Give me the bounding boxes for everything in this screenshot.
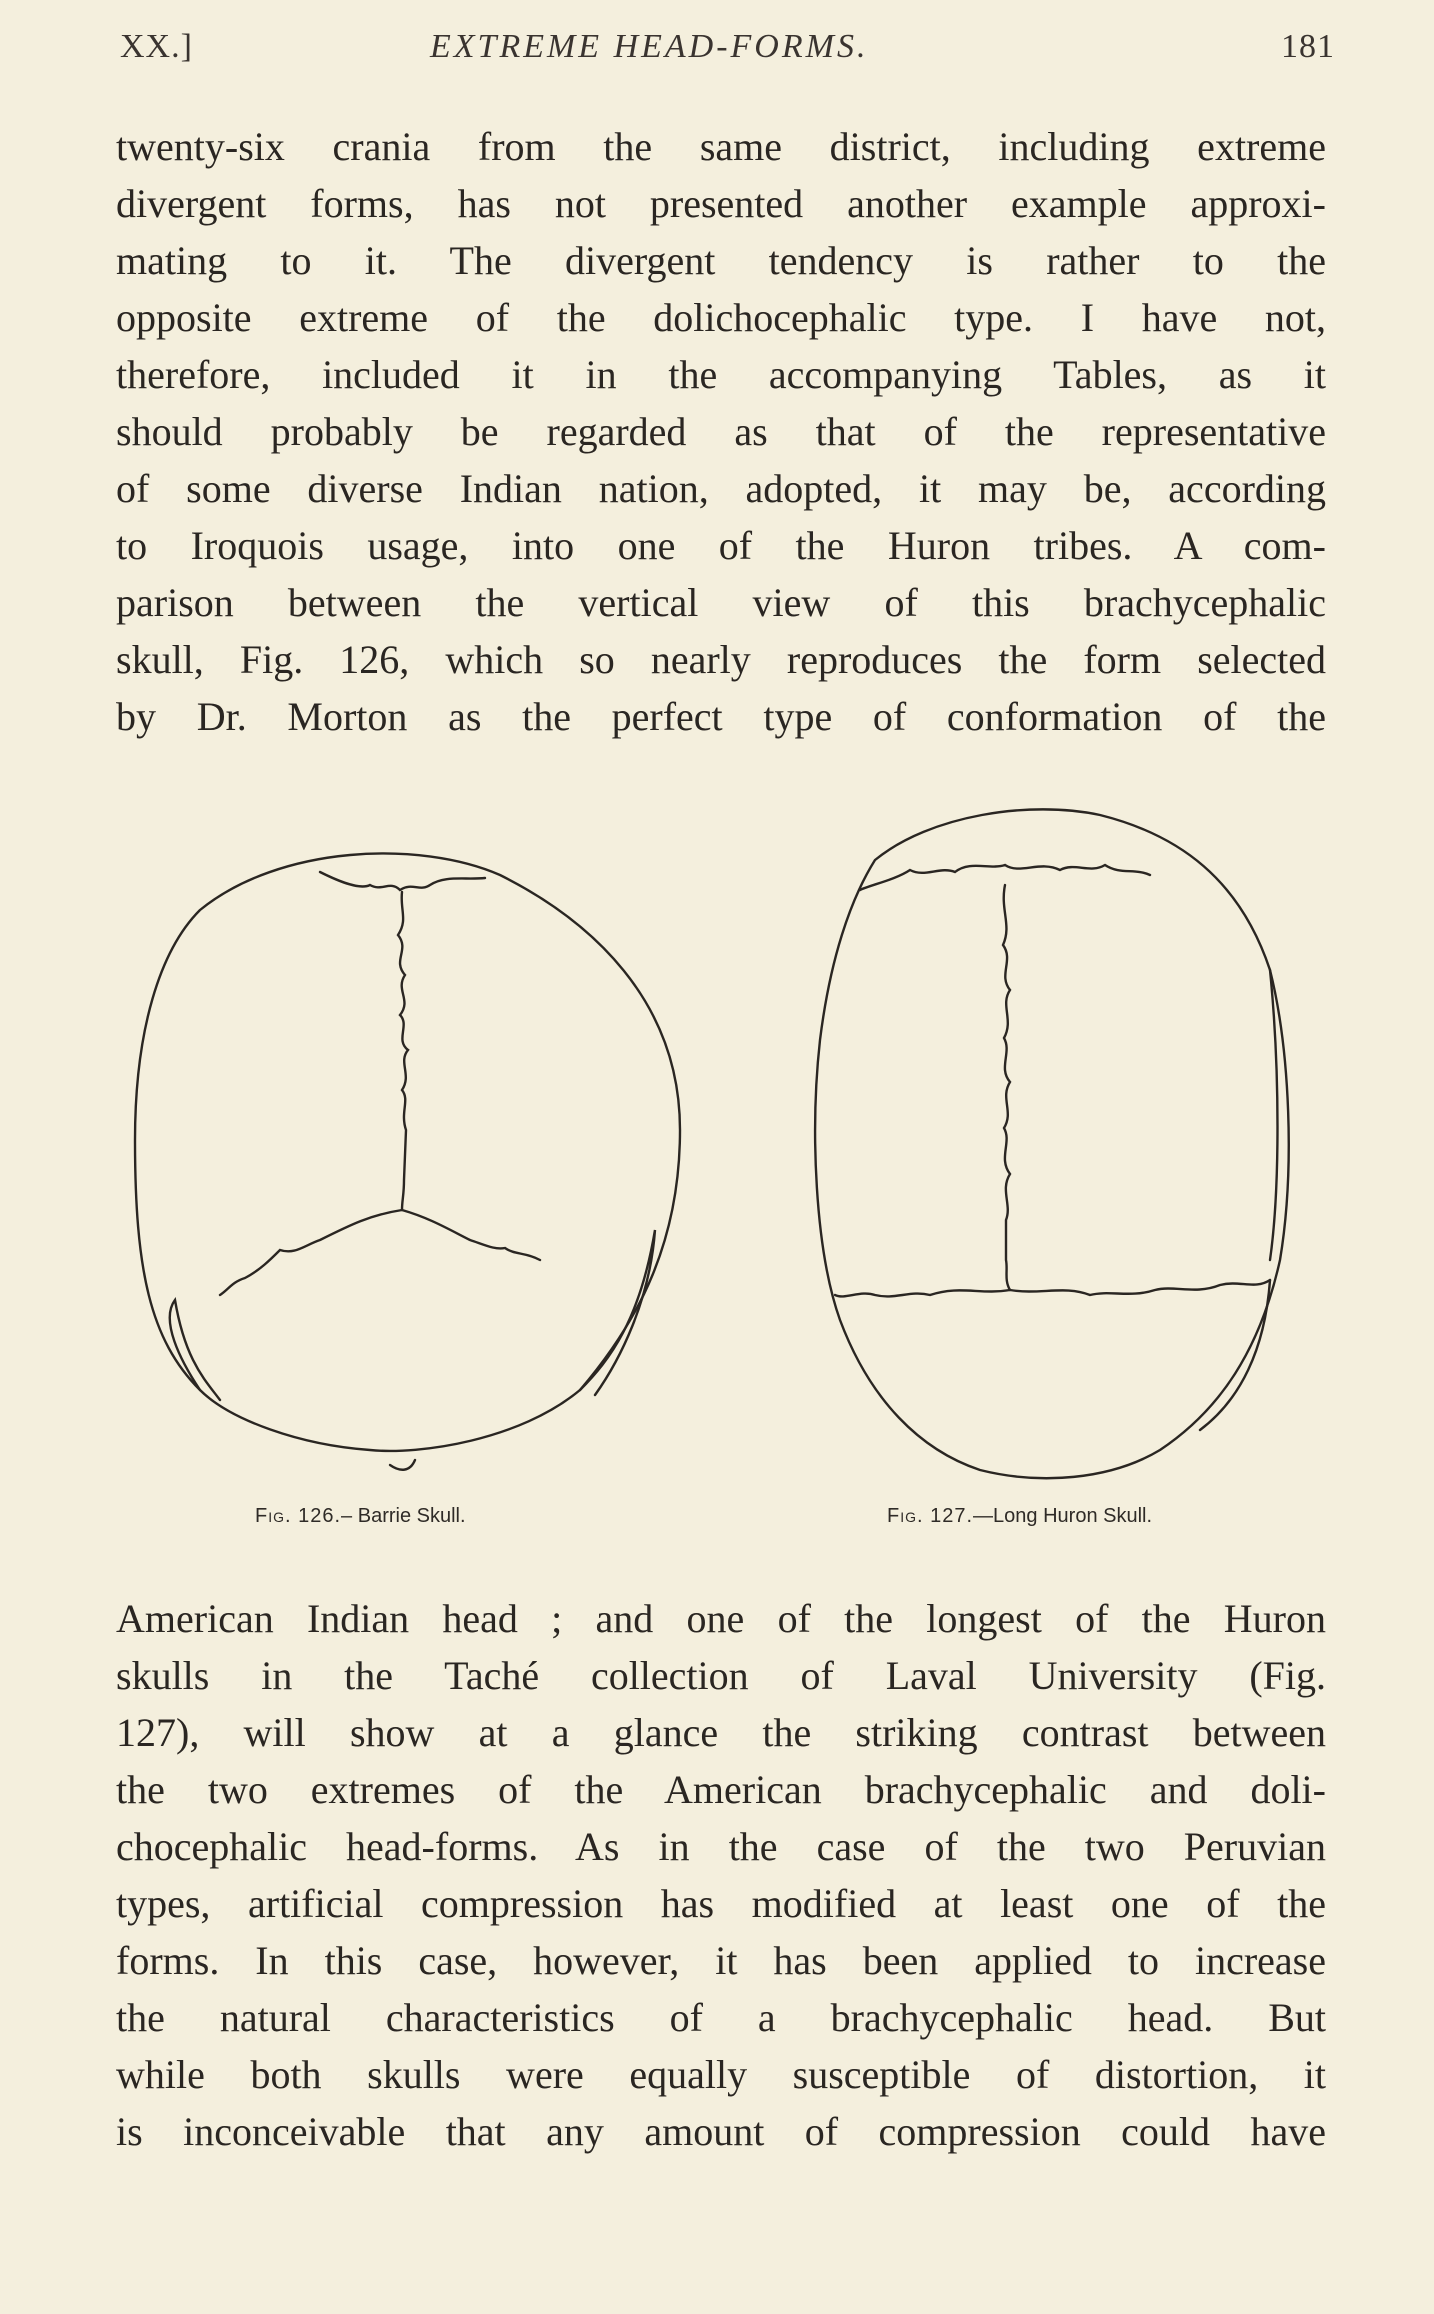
text-line: should probably be regarded as that of the representative xyxy=(116,409,1326,454)
figure-caption-text: – Barrie Skull. xyxy=(341,1505,466,1527)
text-line: 127), will show at a glance the striking contrast between xyxy=(116,1710,1326,1755)
barrie-skull-illustration xyxy=(120,800,690,1480)
long-huron-skull-illustration xyxy=(800,790,1320,1490)
text-line: twenty-six crania from the same district, including extreme xyxy=(116,124,1326,169)
text-line: therefore, included it in the accompanying Tables, as it xyxy=(116,352,1326,397)
running-header xyxy=(120,28,1335,78)
text-line: the natural characteristics of a brachycephalic head. But xyxy=(116,1995,1326,2040)
figure-caption-126 xyxy=(255,1505,466,1528)
text-line: types, artificial compression has modified at least one of the xyxy=(116,1881,1326,1926)
figure-caption-127 xyxy=(887,1505,1152,1528)
figure-label: Fig. 126. xyxy=(255,1505,342,1527)
text-line: opposite extreme of the dolichocephalic type. I have not, xyxy=(116,295,1326,340)
body-paragraph-top xyxy=(116,118,1326,745)
running-title: EXTREME HEAD-FORMS. xyxy=(430,28,869,65)
figure-plate xyxy=(0,780,1434,1540)
text-line: to Iroquois usage, into one of the Huron tribes. A com- xyxy=(116,523,1326,568)
text-line: the two extremes of the American brachycephalic and doli- xyxy=(116,1767,1326,1812)
text-line: mating to it. The divergent tendency is rather to the xyxy=(116,238,1326,283)
text-line: skull, Fig. 126, which so nearly reproduces the form selected xyxy=(116,637,1326,682)
figure-caption-text: —Long Huron Skull. xyxy=(973,1505,1153,1527)
chapter-marker: XX.] xyxy=(120,28,193,65)
text-line: chocephalic head-forms. As in the case of the two Peruvian xyxy=(116,1824,1326,1869)
text-line: skulls in the Taché collection of Laval University (Fig. xyxy=(116,1653,1326,1698)
text-line: is inconceivable that any amount of compression could have xyxy=(116,2109,1326,2154)
text-line: American Indian head ; and one of the longest of the Huron xyxy=(116,1596,1326,1641)
text-line: divergent forms, has not presented another example approxi- xyxy=(116,181,1326,226)
text-line: of some diverse Indian nation, adopted, it may be, according xyxy=(116,466,1326,511)
text-line: parison between the vertical view of this brachycephalic xyxy=(116,580,1326,625)
text-line: while both skulls were equally susceptible of distortion, it xyxy=(116,2052,1326,2097)
page-number: 181 xyxy=(1281,28,1335,65)
body-paragraph-bottom xyxy=(116,1590,1326,2160)
figure-label: Fig. 127. xyxy=(887,1505,974,1527)
text-line: by Dr. Morton as the perfect type of conformation of the xyxy=(116,694,1326,739)
text-line: forms. In this case, however, it has been applied to increase xyxy=(116,1938,1326,1983)
